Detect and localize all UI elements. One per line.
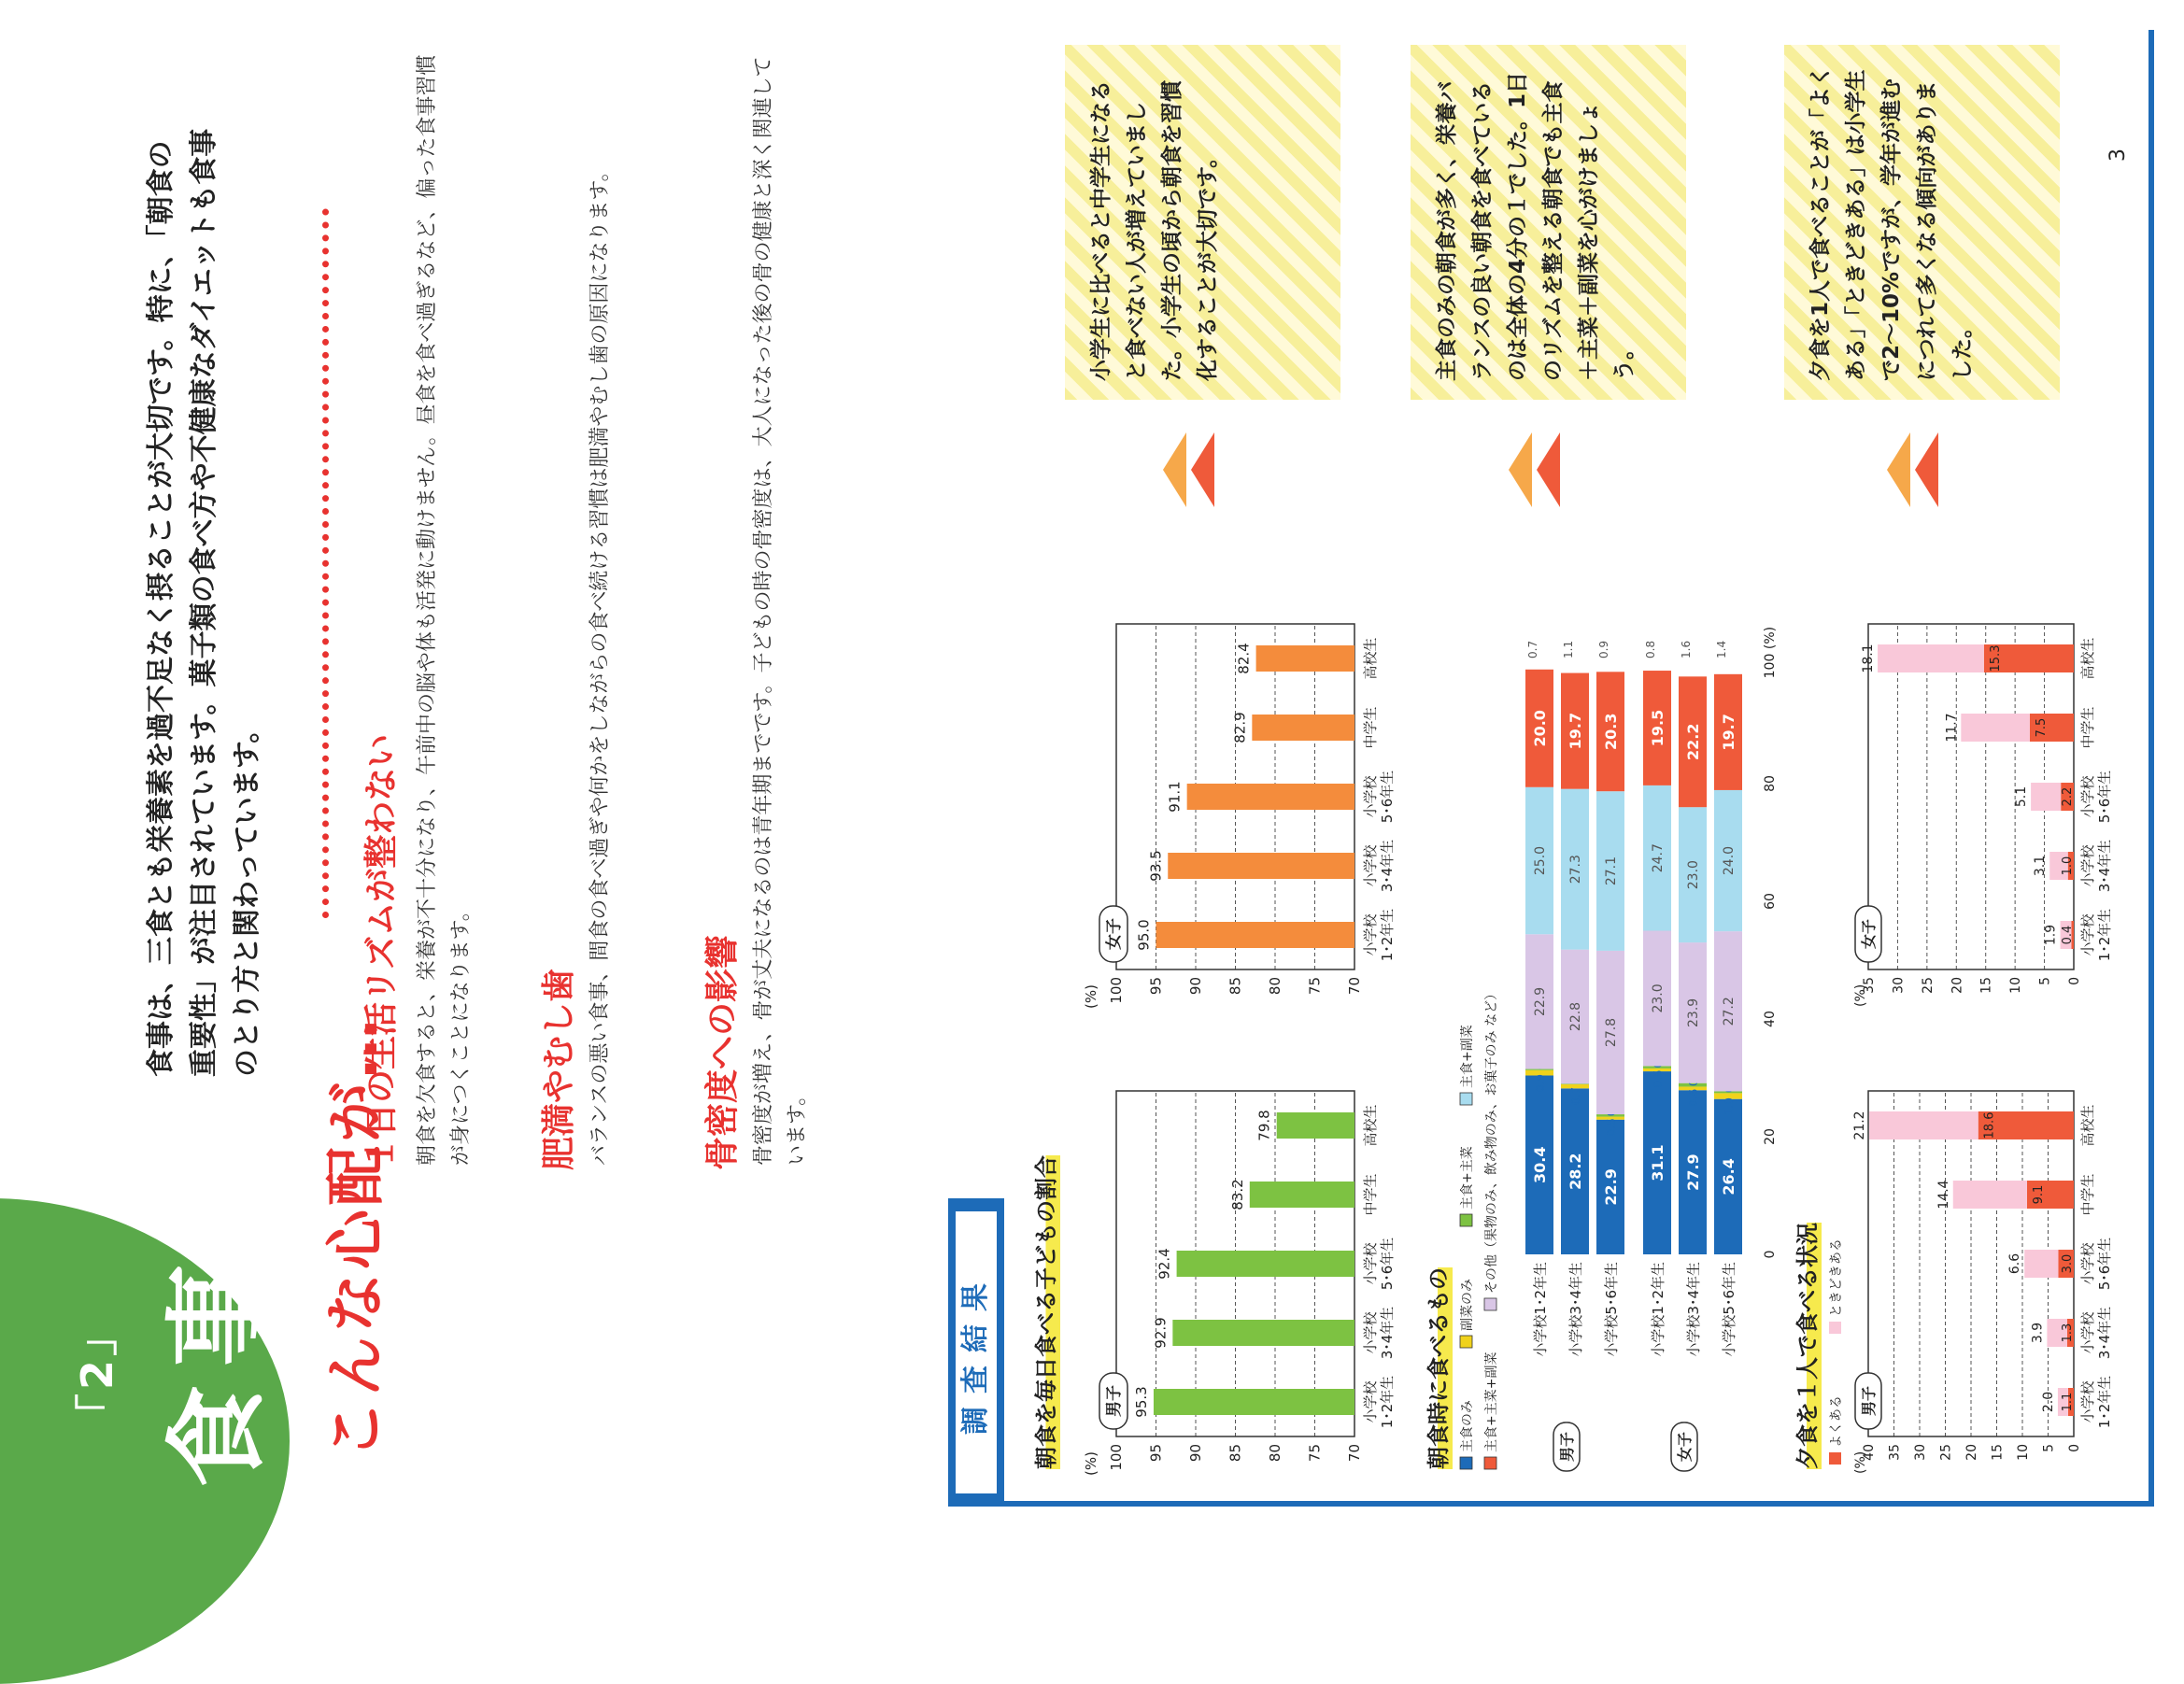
chart2-legend-label: 主食のみ bbox=[1460, 1400, 1475, 1452]
chart3-category-label-b: 1･2年生 bbox=[2096, 908, 2113, 962]
concern-title-rhythm: １日の生活リズムが整わない bbox=[362, 733, 401, 1170]
chart1-bar bbox=[1156, 922, 1355, 948]
chart2-value-label: 0.9 bbox=[1534, 1073, 1547, 1093]
chart2-value-label: 22.9 bbox=[1533, 986, 1548, 1017]
chart2-legend-label: 主食+主菜+副菜 bbox=[1484, 1351, 1499, 1452]
chart1-category-label: 高校生 bbox=[1362, 637, 1379, 680]
chart1-category-label-a: 小学校 bbox=[1362, 913, 1379, 956]
chart1-category-label-b: 5･6年生 bbox=[1379, 1237, 1396, 1291]
chart2-group-0 bbox=[1525, 641, 1624, 1471]
chart3-value-sometimes: 18.1 bbox=[1861, 644, 1877, 673]
chart3-panel-label: 女子 bbox=[1860, 918, 1878, 950]
chart2-row-label: 小学校1･2年生 bbox=[1650, 1262, 1666, 1357]
chart1-panel-1 bbox=[1083, 624, 1396, 1009]
section-title: 食事 bbox=[158, 1245, 277, 1488]
intro-text: 食事は、三食とも栄養素を過不足なく摂ることが大切です。特に、「朝食の重要性」が注目されています。菓子類の食べ方や不健康なダイエットも食事のとり方と関わっています。 bbox=[145, 128, 263, 1077]
chart3-legend-label: よくある bbox=[1829, 1395, 1844, 1448]
chart2-remainder-label: 1.1 bbox=[1562, 640, 1575, 658]
chart3-bar-sometimes bbox=[2031, 783, 2061, 811]
chart3-bar-sometimes bbox=[1878, 644, 1984, 672]
chart3-bar-sometimes bbox=[1953, 1181, 2027, 1209]
chart3-category-label-a: 小学校 bbox=[2079, 1380, 2096, 1423]
chart2-legend-label: 主食+主菜 bbox=[1460, 1146, 1475, 1210]
chart1-value-label: 79.8 bbox=[1255, 1110, 1273, 1141]
chart2-remainder-label: 0.8 bbox=[1644, 640, 1657, 658]
chart2-legend-swatch bbox=[1460, 1214, 1472, 1226]
chart1-category-label-a: 小学校 bbox=[1362, 1311, 1379, 1354]
chart2-value-label: 22.2 bbox=[1684, 723, 1702, 761]
concern-heading: こんな心配が… bbox=[322, 1015, 391, 1460]
chart1-panel-label: 男子 bbox=[1105, 1385, 1124, 1417]
chart2-row-label: 小学校3･4年生 bbox=[1567, 1262, 1584, 1357]
chart2-value-label: 23.0 bbox=[1686, 860, 1701, 890]
chart2-value-label: 27.8 bbox=[1604, 1017, 1619, 1048]
chart1-ytick: 75 bbox=[1306, 977, 1324, 996]
chart3-category-label-b: 5･6年生 bbox=[2096, 1237, 2113, 1291]
chart2-legend-label: 副菜のみ bbox=[1460, 1279, 1475, 1331]
chart3-category-label-a: 小学校 bbox=[2079, 775, 2096, 818]
chart1-value-label: 93.5 bbox=[1147, 850, 1165, 882]
chart1-ytick: 90 bbox=[1187, 1444, 1204, 1463]
chart3-value-sometimes: 3.1 bbox=[2033, 855, 2049, 877]
chart1-bar bbox=[1187, 784, 1354, 810]
chart2-value-label: 0.5 bbox=[1652, 1069, 1665, 1088]
chart1-ytick: 70 bbox=[1346, 1444, 1363, 1463]
chart3-ytick: 10 bbox=[2016, 1444, 2031, 1461]
chart1-value-label: 92.9 bbox=[1152, 1317, 1170, 1349]
chart1-ytick: 75 bbox=[1306, 1444, 1324, 1463]
chart1-ytick: 100 bbox=[1108, 977, 1125, 1004]
chart2-legend-label: その他（果物のみ、飲み物のみ、お菓子のみ など） bbox=[1484, 986, 1499, 1294]
chart3-ytick: 20 bbox=[1964, 1444, 1979, 1461]
chart1-category-label-b: 3･4年生 bbox=[1379, 839, 1396, 893]
chart2-group-label: 女子 bbox=[1676, 1431, 1694, 1463]
chart2-value-label: 0.6 bbox=[1687, 1088, 1700, 1107]
chart1-category-label-b: 1･2年生 bbox=[1379, 908, 1396, 962]
chart3-ytick: 40 bbox=[1862, 1444, 1877, 1461]
chart3-category-label-b: 1･2年生 bbox=[2096, 1375, 2113, 1429]
chart3-category-label-a: 小学校 bbox=[2079, 844, 2096, 887]
chart3-value-often: 15.3 bbox=[1988, 644, 2003, 672]
chart1-panel-label: 女子 bbox=[1105, 918, 1124, 950]
chart3-ytick: 15 bbox=[1978, 977, 1994, 994]
chart1-bar bbox=[1154, 1389, 1354, 1415]
chart1-ytick: 90 bbox=[1187, 977, 1204, 996]
chart2-value-label: 22.9 bbox=[1602, 1168, 1620, 1206]
chart3-panel-label: 男子 bbox=[1860, 1385, 1878, 1417]
chart3-value-sometimes: 2.0 bbox=[2040, 1391, 2056, 1413]
concern-title-obesity: 肥満やむし歯 bbox=[540, 968, 578, 1170]
chart3-value-often: 1.3 bbox=[2061, 1323, 2075, 1343]
chart3-value-sometimes: 3.9 bbox=[2030, 1322, 2046, 1344]
page-number: 3 bbox=[2106, 149, 2130, 162]
chart2-value-label: 19.7 bbox=[1720, 714, 1737, 751]
chart1-ytick: 95 bbox=[1147, 977, 1165, 996]
chart3-panel-1 bbox=[1853, 624, 2113, 1007]
chart2-row-label: 小学校5･6年生 bbox=[1721, 1262, 1737, 1357]
chart1-value-label: 91.1 bbox=[1166, 781, 1184, 813]
chart2-remainder-label: 1.6 bbox=[1680, 640, 1693, 658]
chart2-legend-swatch bbox=[1484, 1457, 1496, 1469]
section-number: 「2」 bbox=[72, 1309, 122, 1436]
chart3-legend-label: ときどきある bbox=[1829, 1238, 1844, 1317]
chart2-xtick: 20 bbox=[1763, 1128, 1778, 1145]
chart3-bar-sometimes bbox=[2024, 1250, 2058, 1278]
concern-body-bone: 骨密度が増え、骨が丈夫になるのは青年期までです。子どもの時の骨密度は、大人になった後の骨の健康と深く関連しています。 bbox=[752, 56, 809, 1166]
chart3-ytick: 0 bbox=[2067, 1444, 2082, 1452]
chart2-value-label: 19.5 bbox=[1649, 709, 1666, 747]
note-box-2 bbox=[1411, 45, 1686, 400]
chart1-bar bbox=[1256, 645, 1354, 672]
chart3-value-sometimes: 21.2 bbox=[1852, 1111, 1868, 1140]
chart2-row-label: 小学校5･6年生 bbox=[1603, 1262, 1620, 1357]
chart1-title: 朝食を毎日食べる子どもの割合 bbox=[1028, 1155, 1060, 1469]
chart1-bar bbox=[1252, 715, 1354, 741]
note-text-1: 小学生に比べると中学生になると食べない人が増えていました。小学生の頃から朝食を習慣化することが大切です。 bbox=[1089, 80, 1220, 381]
chart2-xunit: (%) bbox=[1763, 626, 1778, 650]
note-arrow-3 bbox=[1887, 414, 1965, 517]
chart3-ytick: 30 bbox=[1913, 1444, 1928, 1461]
chart1-category-label-a: 小学校 bbox=[1362, 844, 1379, 887]
chart1-bar bbox=[1177, 1251, 1354, 1277]
chart1-value-label: 92.4 bbox=[1156, 1248, 1173, 1280]
chart3-ytick: 5 bbox=[2037, 977, 2053, 985]
chart3-value-often: 1.1 bbox=[2061, 1392, 2075, 1412]
chart-breakfast-daily bbox=[1065, 517, 1411, 1488]
chart3-value-sometimes: 11.7 bbox=[1944, 713, 1960, 743]
chart3-value-often: 2.2 bbox=[2061, 786, 2075, 807]
chart2-legend-label: 主食+副菜 bbox=[1460, 1025, 1475, 1088]
chart2-remainder-label: 1.4 bbox=[1715, 640, 1728, 658]
chart2-xtick: 100 bbox=[1763, 653, 1778, 679]
chart1-ytick: 85 bbox=[1227, 1444, 1244, 1463]
chart2-legend-swatch bbox=[1484, 1298, 1496, 1310]
chart2-value-label: 0.7 bbox=[1569, 1086, 1582, 1105]
chart2-remainder-label: 0.7 bbox=[1526, 640, 1539, 658]
chart2-value-label: 22.8 bbox=[1568, 1001, 1583, 1032]
chart2-group-1 bbox=[1643, 641, 1742, 1471]
concern-body-rhythm: 朝食を欠食すると、栄養が不十分になり、午前中の脳や体も活発に動けません。昼食を食べ過ぎるなど、偏った食事習慣が身につくことになります。 bbox=[416, 54, 473, 1166]
chart1-ytick: 80 bbox=[1267, 1444, 1283, 1463]
chart2-row-label: 小学校3･4年生 bbox=[1685, 1262, 1702, 1357]
chart1-ytick: 85 bbox=[1227, 977, 1244, 996]
chart3-category-label: 高校生 bbox=[2079, 637, 2096, 680]
chart2-value-label: 0.5 bbox=[1605, 1118, 1618, 1137]
chart1-category-label-a: 小学校 bbox=[1362, 775, 1379, 818]
chart2-row-label: 小学校1･2年生 bbox=[1532, 1262, 1549, 1357]
chart2-xtick: 80 bbox=[1763, 775, 1778, 792]
chart3-value-often: 3.0 bbox=[2061, 1253, 2075, 1274]
chart3-category-label: 中学生 bbox=[2079, 706, 2096, 749]
chart3-ytick: 25 bbox=[1920, 977, 1936, 994]
chart2-value-label: 20.0 bbox=[1531, 710, 1549, 747]
chart3-value-often: 18.6 bbox=[1982, 1111, 1997, 1139]
chart3-category-label-b: 3･4年生 bbox=[2096, 1306, 2113, 1360]
chart1-ytick: 95 bbox=[1147, 1444, 1165, 1463]
chart1-category-label-a: 小学校 bbox=[1362, 1380, 1379, 1423]
chart2-value-label: 1.0 bbox=[1723, 1097, 1736, 1116]
chart2-group-label: 男子 bbox=[1558, 1431, 1576, 1463]
chart2-value-label: 24.0 bbox=[1722, 845, 1737, 876]
chart1-ylabel: (%) bbox=[1083, 1451, 1099, 1476]
chart3-ytick: 20 bbox=[1950, 977, 1965, 994]
chart1-category-label: 高校生 bbox=[1362, 1104, 1379, 1147]
chart2-xtick: 0 bbox=[1763, 1250, 1778, 1259]
chart2-value-label: 23.9 bbox=[1686, 998, 1701, 1027]
chart2-value-label: 27.2 bbox=[1722, 997, 1737, 1026]
note-text-2: 主食のみの朝食が多く、栄養バランスの良い朝食を食べているのは全体の4分の１でした。1日のリズムを整える朝食でも主食＋主菜＋副菜を心がけましょう。 bbox=[1435, 71, 1637, 381]
chart-dinner-alone bbox=[1822, 517, 2134, 1488]
chart3-category-label: 高校生 bbox=[2079, 1104, 2096, 1147]
chart1-category-label-b: 1･2年生 bbox=[1379, 1375, 1396, 1429]
chart-breakfast-contents bbox=[1453, 517, 1784, 1488]
chart3-category-label-a: 小学校 bbox=[2079, 913, 2096, 956]
chart1-bar bbox=[1250, 1182, 1354, 1208]
note-arrow-2 bbox=[1509, 414, 1587, 517]
chart3-panel-0 bbox=[1852, 1091, 2113, 1474]
chart2-value-label: 20.3 bbox=[1602, 713, 1620, 750]
chart2-value-label: 27.3 bbox=[1568, 855, 1583, 884]
chart3-ytick: 25 bbox=[1938, 1444, 1954, 1461]
chart1-category-label-b: 5･6年生 bbox=[1379, 770, 1396, 824]
chart3-ytick: 0 bbox=[2067, 977, 2082, 985]
chart2-value-label: 26.4 bbox=[1720, 1158, 1737, 1196]
chart2-value-label: 30.4 bbox=[1531, 1146, 1549, 1183]
chart1-category-label-b: 3･4年生 bbox=[1379, 1306, 1396, 1360]
results-label-text: 調査結果 bbox=[956, 1211, 997, 1493]
chart2-xtick: 60 bbox=[1763, 893, 1778, 910]
chart2-value-label: 25.0 bbox=[1533, 845, 1548, 876]
chart1-value-label: 82.4 bbox=[1235, 643, 1253, 674]
chart2-value-label: 28.2 bbox=[1567, 1153, 1584, 1190]
chart3-value-sometimes: 1.9 bbox=[2043, 924, 2059, 946]
chart3-ytick: 30 bbox=[1891, 977, 1907, 994]
chart1-ytick: 80 bbox=[1267, 977, 1283, 996]
note-box-1 bbox=[1065, 45, 1340, 400]
chart1-value-label: 95.0 bbox=[1135, 919, 1153, 951]
chart3-ytick: 10 bbox=[2008, 977, 2024, 994]
chart3-ytick: 5 bbox=[2041, 1444, 2057, 1452]
chart2-value-label: 27.1 bbox=[1604, 856, 1619, 886]
chart1-value-label: 82.9 bbox=[1231, 712, 1249, 743]
chart3-ytick: 15 bbox=[1990, 1444, 2006, 1461]
chart3-value-sometimes: 6.6 bbox=[2007, 1252, 2023, 1275]
chart3-category-label: 中学生 bbox=[2079, 1173, 2096, 1216]
note-arrow-1 bbox=[1163, 414, 1241, 517]
chart2-title: 朝食時に食べるもの bbox=[1420, 1267, 1453, 1469]
chart3-legend-swatch bbox=[1829, 1452, 1841, 1465]
chart3-category-label-b: 3･4年生 bbox=[2096, 839, 2113, 893]
chart2-value-label: 19.7 bbox=[1567, 712, 1584, 750]
chart1-category-label-a: 小学校 bbox=[1362, 1242, 1379, 1285]
chart3-value-often: 9.1 bbox=[2031, 1184, 2046, 1205]
chart3-ytick: 35 bbox=[1862, 977, 1877, 994]
chart3-value-sometimes: 14.4 bbox=[1936, 1180, 1951, 1210]
chart3-value-often: 0.4 bbox=[2061, 925, 2075, 945]
chart1-bar bbox=[1168, 853, 1354, 879]
chart3-ytick: 35 bbox=[1887, 1444, 1903, 1461]
chart3-ylabel: (%) bbox=[1853, 984, 1868, 1007]
chart1-bar bbox=[1277, 1112, 1354, 1139]
chart3-category-label-b: 5･6年生 bbox=[2096, 770, 2113, 824]
chart2-value-label: 24.7 bbox=[1651, 843, 1666, 873]
note-text-3: 夕食を1人で食べることが「よくある」「ときどきある」は小学生で2～10%ですが、学年が進むにつれて多くなる傾向がありました。 bbox=[1808, 64, 1975, 381]
chart3-title: 夕食を１人で食べる状況 bbox=[1789, 1223, 1822, 1469]
chart2-legend-swatch bbox=[1460, 1093, 1472, 1105]
note-box-3 bbox=[1784, 45, 2060, 400]
chart1-value-label: 95.3 bbox=[1132, 1386, 1150, 1418]
chart3-category-label-a: 小学校 bbox=[2079, 1311, 2096, 1354]
chart1-value-label: 83.2 bbox=[1228, 1179, 1246, 1210]
chart1-panel-0 bbox=[1083, 1091, 1396, 1476]
chart3-category-label-a: 小学校 bbox=[2079, 1242, 2096, 1285]
chart1-category-label: 中学生 bbox=[1362, 1173, 1379, 1216]
chart3-value-often: 7.5 bbox=[2034, 717, 2049, 738]
chart3-value-often: 1.0 bbox=[2061, 856, 2075, 876]
chart3-value-sometimes: 5.1 bbox=[2014, 785, 2030, 808]
chart2-value-label: 31.1 bbox=[1649, 1144, 1666, 1182]
chart2-legend-swatch bbox=[1460, 1457, 1472, 1469]
chart2-legend-swatch bbox=[1460, 1336, 1472, 1348]
chart1-ytick: 100 bbox=[1108, 1444, 1125, 1471]
concern-title-bone: 骨密度への影響 bbox=[703, 934, 742, 1170]
concern-dots bbox=[322, 208, 329, 918]
chart3-bar-sometimes bbox=[1961, 714, 2030, 742]
chart2-xtick: 40 bbox=[1763, 1011, 1778, 1027]
chart3-ylabel: (%) bbox=[1853, 1451, 1868, 1474]
chart2-remainder-label: 0.9 bbox=[1597, 640, 1610, 658]
chart1-category-label: 中学生 bbox=[1362, 706, 1379, 749]
chart3-bar-sometimes bbox=[1869, 1111, 1978, 1139]
chart1-ylabel: (%) bbox=[1083, 984, 1099, 1009]
chart2-value-label: 23.0 bbox=[1651, 984, 1666, 1013]
chart1-ytick: 70 bbox=[1346, 977, 1363, 996]
chart1-bar bbox=[1172, 1320, 1354, 1346]
concern-body-obesity: バランスの悪い食事、間食の食べ過ぎや何かをしながらの食べ続ける習慣は肥満やむし歯の原因になります。 bbox=[589, 161, 612, 1166]
chart2-value-label: 27.9 bbox=[1684, 1153, 1702, 1191]
chart3-legend-swatch bbox=[1829, 1322, 1841, 1334]
